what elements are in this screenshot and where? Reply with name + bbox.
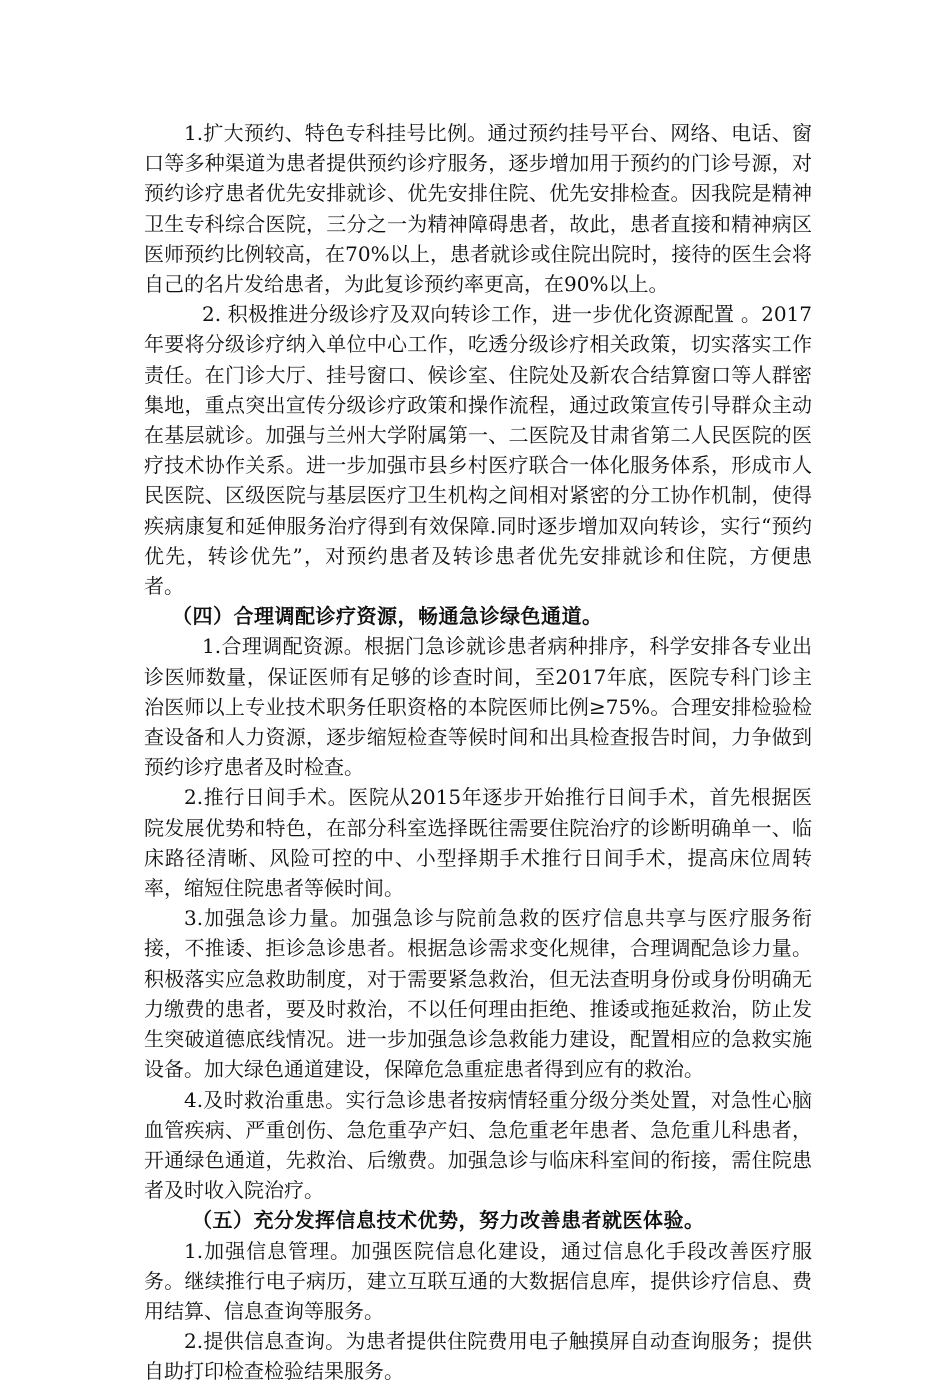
paragraph-day-surgery: 2.推行日间手术。医院从2015年逐步开始推行日间手术，首先根据医院发展优势和特色，在部分科室选择既往需要住院治疗的诊断明确单一、临床路径清晰、风险可控的中、小型择期手术推行日间手术，提高床位周转率，缩短住院患者等候时间。	[144, 785, 812, 901]
paragraph-allocate-resources: 1.合理调配资源。根据门急诊就诊患者病种排序，科学安排各专业出诊医师数量，保证医师有足够的诊查时间，至2017年底，医院专科门诊主治医师以上专业技术职务任职资格的本院医师比例≥75%。合理安排检验检查设备和人力资源，逐步缩短检查等候时间和出具检查报告时间，力争做到预约诊疗患者及时检查。	[144, 634, 812, 780]
paragraph-appointment-ratio: 1.扩大预约、特色专科挂号比例。通过预约挂号平台、网络、电话、窗口等多种渠道为患者提供预约诊疗服务，逐步增加用于预约的门诊号源，对预约诊疗患者优先安排就诊、优先安排住院、优先安排检查。因我院是精神卫生专科综合医院，三分之一为精神障碍患者，故此，患者直接和精神病区医师预约比例较高，在70%以上，患者就诊或住院出院时，接待的医生会将自己的名片发给患者，为此复诊预约率更高，在90%以上。	[144, 121, 812, 297]
section-heading-4: （四）合理调配诊疗资源，畅通急诊绿色通道。	[172, 604, 603, 629]
paragraph-information-query: 2.提供信息查询。为患者提供住院费用电子触摸屏自动查询服务；提供自助打印检查检验结果服务。	[144, 1329, 812, 1384]
paragraph-information-management: 1.加强信息管理。加强医院信息化建设，通过信息化手段改善医疗服务。继续推行电子病历，建立互联互通的大数据信息库，提供诊疗信息、费用结算、信息查询等服务。	[144, 1238, 812, 1323]
section-heading-5: （五）充分发挥信息技术优势，努力改善患者就医体验。	[192, 1208, 705, 1233]
paragraph-tiered-diagnosis: 2. 积极推进分级诊疗及双向转诊工作，进一步优化资源配置 。2017年要将分级诊疗纳入单位中心工作，吃透分级诊疗相关政策，切实落实工作责任。在门诊大厅、挂号窗口、候诊室、住院处及新农合结算窗口等人群密集地，重点突出宣传分级诊疗政策和操作流程，通过政策宣传引导群众主动在基层就诊。加强与兰州大学附属第一、二医院及甘肃省第二人民医院的医疗技术协作关系。进一步加强市县乡村医疗联合一体化服务体系，形成市人民医院、区级医院与基层医疗卫生机构之间相对紧密的分工协作机制，使得疾病康复和延伸服务治疗得到有效保障.同时逐步增加双向转诊，实行“预约优先，转诊优先”，对预约患者及转诊患者优先安排就诊和住院，方便患者。	[144, 302, 812, 599]
document-page	[144, 118, 812, 1387]
paragraph-critical-care: 4.及时救治重患。实行急诊患者按病情轻重分级分类处置，对急性心脑血管疾病、严重创伤、急危重孕产妇、急危重老年患者、急危重儿科患者，开通绿色通道，先救治、后缴费。加强急诊与临床科室间的衔接，需住院患者及时收入院治疗。	[144, 1087, 812, 1203]
paragraph-emergency-capacity: 3.加强急诊力量。加强急诊与院前急救的医疗信息共享与医疗服务衔接，不推诿、拒诊急诊患者。根据急诊需求变化规律，合理调配急诊力量。积极落实应急救助制度，对于需要紧急救治，但无法查明身份或身份明确无力缴费的患者，要及时救治，不以任何理由拒绝、推诿或拖延救治，防止发生突破道德底线情况。进一步加强急诊急救能力建设，配置相应的急救实施设备。加大绿色通道建设，保障危急重症患者得到应有的救治。	[144, 906, 812, 1082]
